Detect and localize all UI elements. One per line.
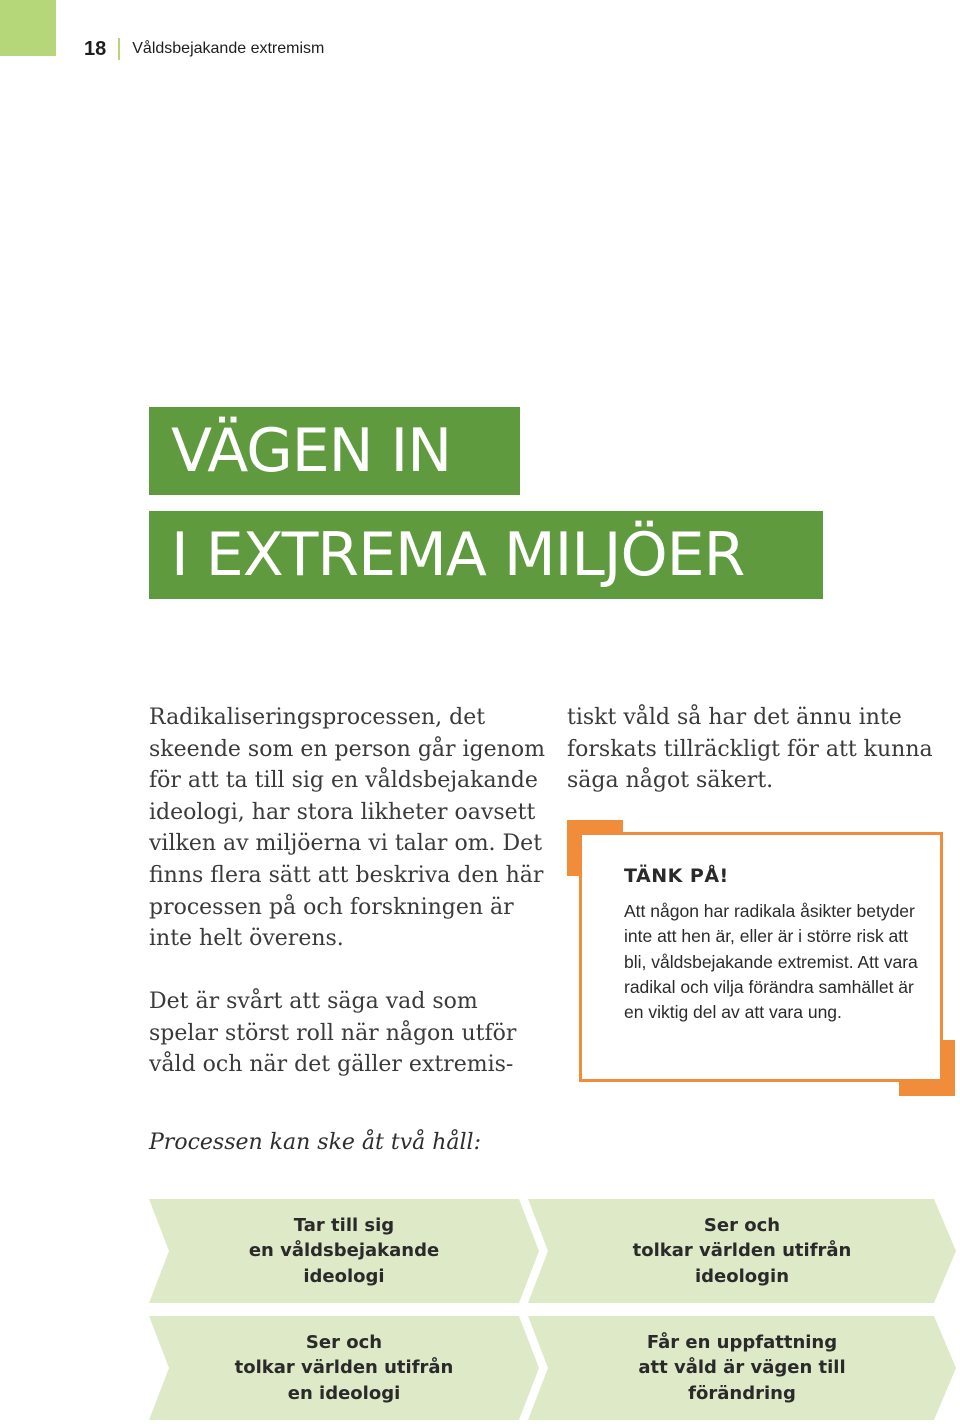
process-arrow-1a bbox=[149, 1199, 539, 1303]
arrow-label-line: att våld är vägen till bbox=[638, 1357, 846, 1379]
arrow-label-line: en ideologi bbox=[287, 1382, 401, 1404]
header-divider bbox=[118, 38, 120, 60]
chapter-title-line-1: VÄGEN IN bbox=[149, 407, 520, 495]
tip-box bbox=[579, 832, 943, 1082]
running-title: Våldsbejakande extremism bbox=[132, 40, 325, 57]
arrow-label-line: Ser och bbox=[305, 1332, 383, 1354]
running-header bbox=[84, 36, 324, 62]
arrow-label bbox=[214, 1213, 474, 1289]
arrow-label bbox=[612, 1213, 872, 1289]
process-arrow-2b bbox=[528, 1316, 956, 1420]
arrow-label bbox=[214, 1330, 474, 1406]
tip-text: Att någon har radikala åsikter betyder inte att hen är, eller är i större risk att bli, våldsbejakande extremist. Att vara radikal och vilja förändra samhället är en viktig del av att vara ung. bbox=[624, 901, 918, 1023]
body-paragraph-2-continued: tiskt våld så har det ännu inte forskats tillräckligt för att kunna säga något säkert. bbox=[567, 705, 933, 794]
process-arrow-1b bbox=[528, 1199, 956, 1303]
arrow-label-line: Får en uppfattning bbox=[646, 1332, 838, 1354]
tip-heading: TÄNK PÅ! bbox=[624, 865, 729, 887]
body-paragraph-1: Radikaliseringsprocessen, det skeende som en person går igenom för att ta till sig en våldsbejakande ideologi, har stora likheter oavsett vilken av miljöerna vi talar om. Det finns flera sätt att beskriva den här processen på och forskningen är inte helt överens. bbox=[149, 705, 545, 952]
arrow-label-line: tolkar världen utifrån bbox=[234, 1357, 454, 1379]
arrow-label-line: en våldsbejakande bbox=[248, 1240, 440, 1262]
arrow-label-line: ideologin bbox=[694, 1265, 790, 1287]
arrow-label-line: ideologi bbox=[303, 1265, 385, 1287]
arrow-label bbox=[612, 1330, 872, 1406]
arrow-label-line: förändring bbox=[688, 1382, 796, 1404]
arrow-label-line: Tar till sig bbox=[293, 1215, 395, 1237]
arrow-label-line: Ser och bbox=[703, 1215, 781, 1237]
page-number: 18 bbox=[84, 37, 107, 60]
corner-accent bbox=[0, 0, 56, 56]
arrow-label-line: tolkar världen utifrån bbox=[632, 1240, 852, 1262]
process-arrow-2a bbox=[149, 1316, 539, 1420]
process-lead: Processen kan ske åt två håll: bbox=[149, 1130, 482, 1155]
chapter-title-line-2: I EXTREMA MILJÖER bbox=[149, 511, 823, 599]
body-paragraph-2: Det är svårt att säga vad som spelar störst roll när någon utför våld och när det gäller extremis- bbox=[149, 989, 517, 1078]
